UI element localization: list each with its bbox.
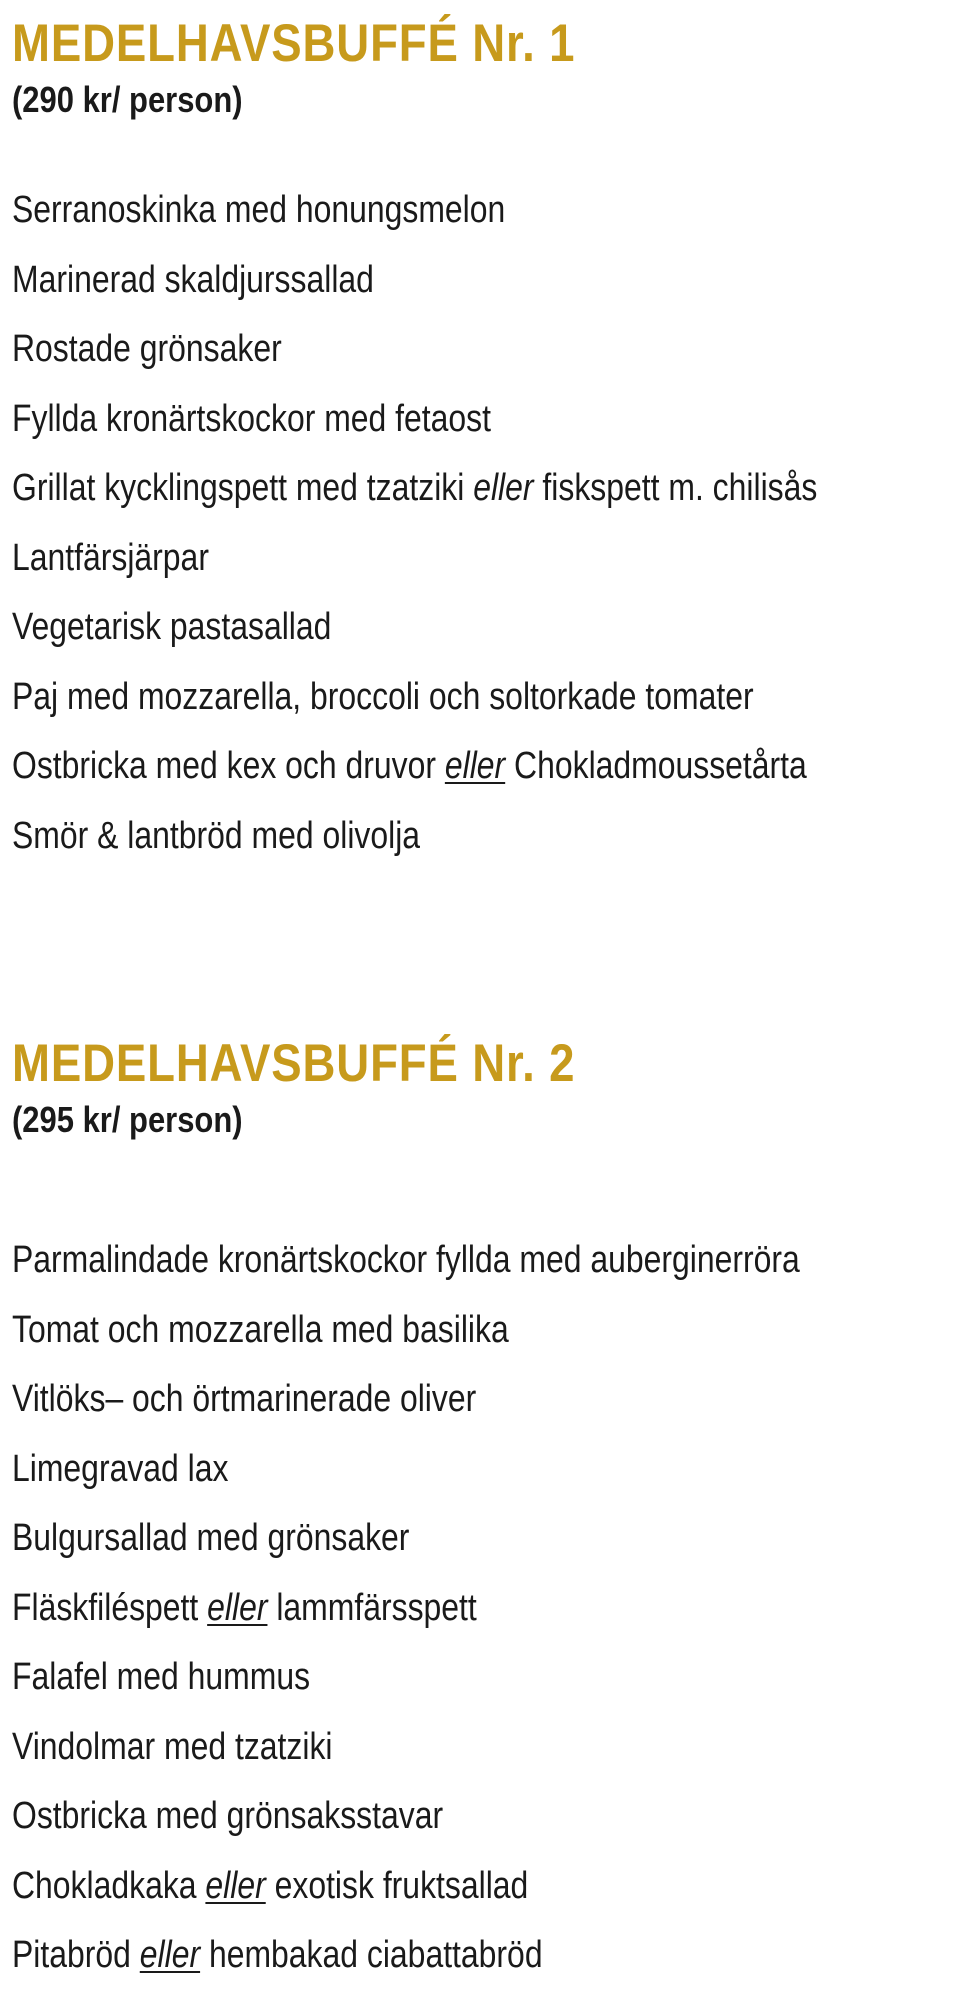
menu-item: Smör & lantbröd med olivolja bbox=[12, 814, 421, 857]
menu-item-option-b: hembakad ciabattabröd bbox=[200, 1934, 543, 1976]
menu-item-list bbox=[12, 176, 952, 871]
menu-item-option-b: lammfärsspett bbox=[267, 1586, 477, 1629]
menu-item-option-b: exotisk fruktsallad bbox=[265, 1864, 529, 1907]
menu-item-conjunction: eller bbox=[207, 1586, 268, 1629]
menu-item-option-a: Grillat kycklingspett med tzatziki bbox=[12, 467, 474, 509]
menu-item: Falafel med hummus bbox=[12, 1656, 311, 1698]
buffet-menu-2 bbox=[12, 1034, 952, 1991]
menu-item: Limegravad lax bbox=[12, 1447, 229, 1490]
menu-title: MEDELHAVSBUFFÉ Nr. 2 bbox=[12, 1034, 576, 1093]
menu-item-option-b: fiskspett m. chilisås bbox=[533, 467, 818, 509]
menu-item-option-a: Fläskfiléspett bbox=[12, 1586, 208, 1629]
menu-item-option-a: Pitabröd bbox=[12, 1934, 140, 1976]
menu-item-option-a: Chokladkaka bbox=[12, 1864, 206, 1907]
menu-title: MEDELHAVSBUFFÉ Nr. 1 bbox=[12, 14, 576, 73]
menu-item-list bbox=[12, 1226, 952, 1991]
menu-item: Vindolmar med tzatziki bbox=[12, 1725, 333, 1768]
menu-item-option-a: Ostbricka med kex och druvor bbox=[12, 745, 445, 787]
menu-price: (290 kr/ person) bbox=[12, 79, 243, 120]
menu-item bbox=[12, 1921, 802, 1991]
buffet-menu-1 bbox=[12, 14, 952, 871]
menu-price: (295 kr/ person) bbox=[12, 1099, 243, 1140]
menu-item-option-b: Chokladmoussetårta bbox=[505, 745, 807, 787]
menu-item-conjunction: eller bbox=[444, 745, 506, 787]
menu-item-conjunction: eller bbox=[473, 467, 534, 509]
menu-item bbox=[12, 1852, 802, 1922]
menu-item: Vitlöks– och örtmarinerade oliver bbox=[12, 1378, 477, 1420]
menu-item-conjunction: eller bbox=[205, 1864, 266, 1907]
menu-item: Serranoskinka med honungsmelon bbox=[12, 189, 506, 231]
menu-item: Parmalindade kronärtskockor fyllda med auberginerröra bbox=[12, 1239, 800, 1281]
menu-item: Ostbricka med grönsaksstavar bbox=[12, 1795, 444, 1837]
menu-item bbox=[12, 1574, 802, 1644]
menu-item: Paj med mozzarella, broccoli och soltorkade tomater bbox=[12, 675, 754, 718]
menu-item: Lantfärsjärpar bbox=[12, 536, 209, 579]
menu-item-conjunction: eller bbox=[139, 1934, 201, 1976]
menu-item: Rostade grönsaker bbox=[12, 328, 282, 370]
menu-item bbox=[12, 732, 807, 802]
menu-item: Tomat och mozzarella med basilika bbox=[12, 1308, 509, 1351]
menu-item: Marinerad skaldjurssallad bbox=[12, 258, 374, 301]
menu-item: Bulgursallad med grönsaker bbox=[12, 1517, 410, 1559]
menu-item: Fyllda kronärtskockor med fetaost bbox=[12, 397, 491, 440]
menu-item: Vegetarisk pastasallad bbox=[12, 606, 332, 648]
menu-item bbox=[12, 454, 818, 524]
